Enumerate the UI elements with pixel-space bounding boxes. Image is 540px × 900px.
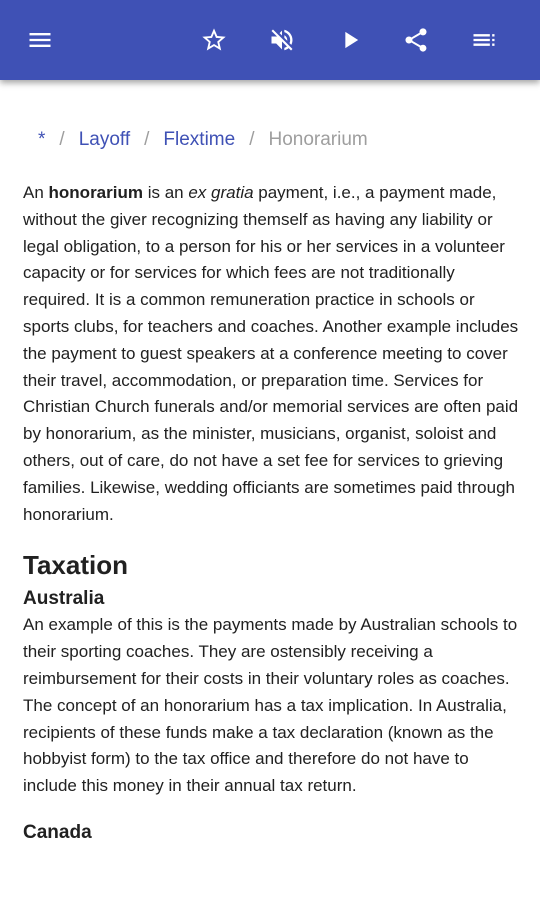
contents-button[interactable] xyxy=(464,20,504,60)
section-heading-taxation: Taxation xyxy=(23,550,128,581)
play-button[interactable] xyxy=(330,20,370,60)
breadcrumb-separator: / xyxy=(144,129,150,150)
breadcrumb-home[interactable]: * xyxy=(38,129,46,150)
article-content xyxy=(0,80,540,900)
volume-off-icon xyxy=(268,26,296,54)
intro-text-3: payment, i.e., a payment made, without the giver recognizing themself as having any liability or legal obligation, to a person for his or her services in a volunteer capacity or for services for which fees are not traditionally required. It is a common remuneration practice in schools or sports clubs, for teachers and coaches. Another example includes the payment to guest speakers at a conference meeting to cover their travel, accommodation, or preparation time. Services for Christian Church funerals and/or memorial services are often paid by honorarium, as the minister, musicians, organist, soloist and others, out of care, do not have a set fee for services to grieving families. Likewise, wedding officiants are sometimes paid through honorarium. xyxy=(23,183,519,524)
breadcrumb-separator: / xyxy=(249,129,255,150)
breadcrumb-item-layoff[interactable]: Layoff xyxy=(78,129,131,150)
toc-icon xyxy=(470,26,498,54)
breadcrumb-current: Honorarium xyxy=(268,129,368,150)
intro-italic-term: ex gratia xyxy=(188,183,254,202)
subsection-heading-australia: Australia xyxy=(23,588,105,610)
intro-term: honorarium xyxy=(48,183,143,202)
australia-paragraph: An example of this is the payments made by Australian schools to their sporting coaches. They are ostensibly receiving a reimbursement for their costs in their voluntary roles as coaches. The concept of an honorarium has a tax implication. In Australia, recipients of these funds make a tax declaration (known as the hobbyist form) to the tax office and therefore do not have to include this money in their annual tax return. xyxy=(23,615,518,796)
menu-icon xyxy=(26,26,54,54)
favorite-button[interactable] xyxy=(194,20,234,60)
breadcrumb-item-flextime[interactable]: Flextime xyxy=(163,129,236,150)
intro-text-1: An xyxy=(23,183,49,202)
breadcrumb-separator: / xyxy=(59,129,65,150)
article-body xyxy=(23,180,523,846)
share-button[interactable] xyxy=(396,20,436,60)
breadcrumb xyxy=(38,128,368,152)
subsection-heading-canada: Canada xyxy=(23,821,92,843)
app-bar xyxy=(0,0,540,80)
mute-button[interactable] xyxy=(262,20,302,60)
share-icon xyxy=(402,26,430,54)
intro-paragraph xyxy=(23,180,523,528)
star-icon xyxy=(200,26,228,54)
play-icon xyxy=(336,26,364,54)
intro-text-2: is an xyxy=(142,183,189,202)
menu-button[interactable] xyxy=(20,20,60,60)
